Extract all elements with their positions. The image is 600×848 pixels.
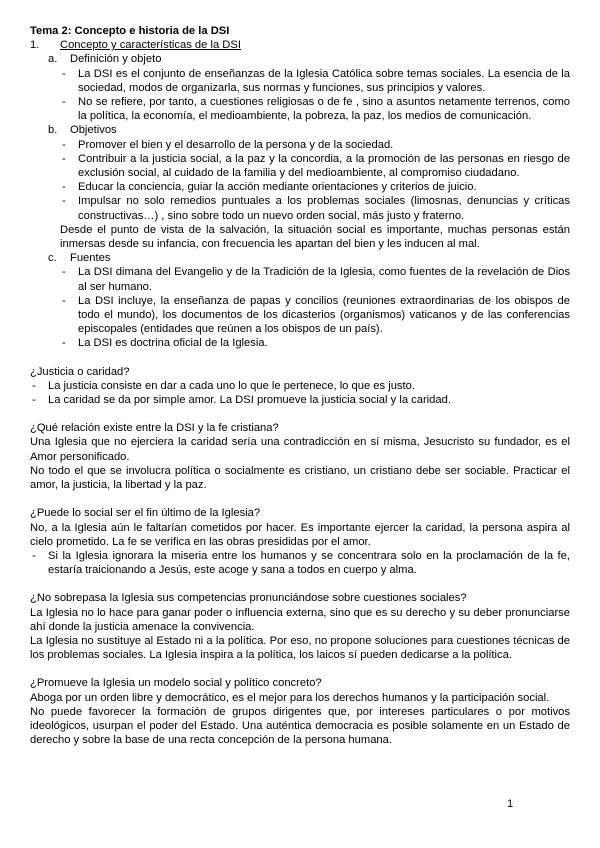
list-item: - La justicia consiste en dar a cada uno lo que le pertenece, lo que es justo. [30,379,570,393]
question-heading: ¿Qué relación existe entre la DSI y la fe cristiana? [30,422,279,435]
document-page [30,24,570,747]
list-item: - Si la Iglesia ignorara la miseria entre los humanos y se concentrara solo en la proclamación de la fe, estaría traicionando a Jesús, este acoge y sana a todos en cuerpo y alma. [30,549,570,577]
subsection-c-heading [30,251,570,265]
list-item: - Promover el bien y el desarrollo de la persona y de la sociedad. [60,138,570,152]
list-item: - La DSI es doctrina oficial de la Iglesia. [60,336,570,350]
list-item: - Educar la conciencia, guiar la acción mediante orientaciones y criterios de juicio. [60,180,570,194]
list-item: - Impulsar no solo remedios puntuales a los problemas sociales (limosnas, denuncias y críticas constructivas…) , sino sobre todo un nuevo orden social, más justo y fraterno. [60,194,570,222]
subsection-letter: a. [48,53,58,66]
subsection-title: Objetivos [70,124,117,137]
paragraph: Una Iglesia que no ejerciera la caridad sería una contradicción en sí misma, Jesucristo su fundador, es el Amor personificado. [30,436,570,463]
paragraph: La Iglesia no lo hace para ganar poder o influencia externa, sino que es su derecho y su deber pronunciarse ahí donde la justicia amenace la convivencia. [30,606,570,633]
question-heading: ¿Justicia o caridad? [30,365,130,378]
paragraph: La Iglesia no sustituye al Estado ni a la política. Por eso, no propone soluciones para cuestiones técnicas de los problemas sociales. La Iglesia inspira a la política, los laicos sí pueden dedicarse a la política. [30,634,570,662]
paragraph: No puede favorecer la formación de grupos dirigentes que, por intereses particulares o por motivos ideológicos, usurpan el poder del Estado. Una auténtica democracia es posible solamente en un Estado de derecho y sobre la base de una recta concepción de la persona humana. [30,705,570,747]
list-item: - La DSI es el conjunto de enseñanzas de la Iglesia Católica sobre temas sociales. La esencia de la sociedad, modos de organizarla, sus normas y funciones, sus principios y valores. [60,67,570,95]
list-item: - Contribuir a la justicia social, a la paz y la concordia, a la promoción de las personas en riesgo de exclusión social, al cuidado de la familia y del medioambiente, al compromiso ciudadano. [60,152,570,180]
question-heading: ¿Puede lo social ser el fin último de la Iglesia? [30,507,261,520]
list-item: - La caridad se da por simple amor. La DSI promueve la justicia social y la caridad. [30,393,570,407]
section-number: 1. [30,39,40,52]
subsection-a-heading [30,52,570,66]
subsection-c-list [30,265,570,350]
paragraph: Desde el punto de vista de la salvación, la situación social es importante, muchas personas están inmersas desde su infancia, con frecuencia les apartan del bien y les inducen al mal. [60,223,570,251]
subsection-b-heading [30,123,570,137]
paragraph: No todo el que se involucra política o socialmente es cristiano, un cristiano debe ser sociable. Practicar el amor, la justicia, la libertad y la paz. [30,464,570,492]
list-item: - No se refiere, por tanto, a cuestiones religiosas o de fe , sino a asuntos netamente terrenos, como la política, la economía, el medioambiente, la pobreza, la paz, los medios de comunicación. [60,95,570,123]
subsection-b-list [30,138,570,223]
list-item: - La DSI incluye, la enseñanza de papas y concilios (reuniones extraordinarias de los obispos de todo el mundo), los documentos de los dicasterios (organismos) vaticanos y de las conferencias episcopales (entidades que reúnen a los obispos de un país). [60,294,570,337]
question-heading: ¿No sobrepasa la Iglesia sus competencias pronunciándose sobre cuestiones sociales? [30,592,467,605]
subsection-title: Definición y objeto [70,53,162,66]
subsection-title: Fuentes [70,252,111,265]
page-title: Tema 2: Concepto e historia de la DSI [30,25,230,37]
paragraph: Aboga por un orden libre y democrático, es el mejor para los derechos humanos y la participación social. [30,691,550,704]
section-heading [30,38,570,52]
question-heading: ¿Promueve la Iglesia un modelo social y político concreto? [30,677,322,690]
paragraph: No, a la Iglesia aún le faltarían cometidos por hacer. Es importante ejercer la caridad, la persona aspira al cielo prometido. La fe se verifica en las obras presididas por el amor. [30,521,570,548]
list-item: - La DSI dimana del Evangelio y de la Tradición de la Iglesia, como fuentes de la revelación de Dios al ser humano. [60,265,570,293]
section-title: Concepto y características de la DSI [60,39,241,52]
subsection-a-list [30,67,570,124]
subsection-letter: c. [48,252,57,265]
question-list [30,379,570,407]
page-number: 1 [507,798,514,810]
question-list [30,549,570,577]
subsection-letter: b. [48,124,58,137]
